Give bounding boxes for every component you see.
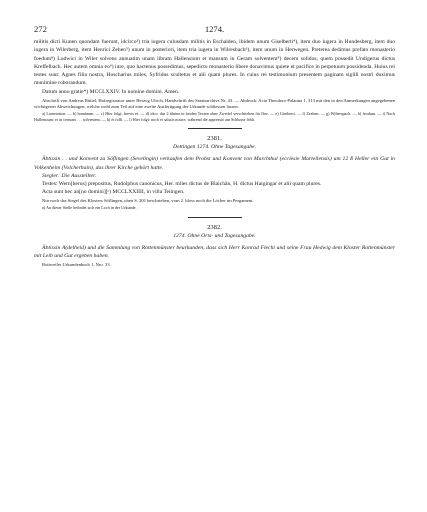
dating-clause: Datum anno gratie*) MCCLXXIV. In nomine domini. Amen. xyxy=(42,88,180,95)
charter-dateline: Dettingen 1274. Ohne Tagesangabe. xyxy=(172,144,257,151)
page-number: 272 xyxy=(34,24,47,34)
charter-text: militis dicti Kunen quondam fuerunt, idcirco³) tria iugera culusdam militis in Eschaldeo, ibidem unum Giselberti⁴), item duo iugera in Hundesberg, item duo iugera in Wilerberg, item Henrici Zehen⁵) unum in posteriori, item tria iugera in Wilresbach⁶), item unum in Herwegen. Preterea dedimus prefato monasterio foedum⁸) Ludwici in Wiler solvens annuatim unam libram Hallensium et mansum in Geram solventem⁸) decem solidos, quem possedit Undigerus dictus Kreffelbach. Hec autem omnia eo⁹) iure, quo hactenus possedimus, sepedicto monasterio libere donavimus quiete et pacifice in perpetuum possidenda. Huius rei testes sunt: Agnes filia nostra, Hoscharius miles, Syfridus scultetus et alii quam plures. In cuius rei testimonium presentem paginam sigilli nostri duximus munimine roborandum. xyxy=(34,39,395,87)
source-note: Nur noch das Siegel des Klosters Söflingen, oben S. 201 beschrieben, vom 2. bloss noch die Löcher im Pergament. xyxy=(42,198,254,204)
charter-number: 2382. xyxy=(207,223,222,231)
source-note: Abschrift von Andreas Rüttel, Hofregistrator unter Herzog Ulrich, Handschrift des Staatsarchivs Nr. 43. — Abdruck: Acta Theodoro-Palatina 1, 313 mit den in den Anmerkungen angegebenen wichtigeren Abweichungen, welche wohl zum Teil auf eine zweite Ausfertigung der Urkunde schliessen lassen. xyxy=(34,98,395,110)
charter-dateline: 1274. Ohne Orts- und Tagesangabe. xyxy=(173,232,256,239)
footnotes: a) An dieser Stelle befindet sich ein Loch in der Urkunde. xyxy=(42,204,137,210)
footnotes: a) Lauretation. — b) hominum. — c) Hier folgt: brevis et. — d) idco; das 2 äbrine in beiden Texten ohne Zweifel verschrieben für lbre. — e) Giseberti. — f) Zeehen. — g) Wilterspach. — h) feodum. — i) Nach Hallensium: et in censum . . . solventem. — k) et folli. — l) Hier folgt: noch et salutis nostre, während die appressio am Schlusse fehlt. xyxy=(34,110,395,122)
source-note: Rottweiler Urkundenbuch 1, Nro. 33. xyxy=(42,261,111,267)
charter-regest: Äbtissin . . und Konvent zu Söflingen (Sevelingin) verkaufen dem Probst und Konvent von Marchthal (ecclesie Martellensis) um 12 ß Heller ein Gut in Volkenheim (Volcherhain), das ihrer Kirche gehört hatte. xyxy=(34,156,395,171)
section-divider xyxy=(188,128,242,129)
dating-clause: Acta sunt hec an[no domini][ᵃ) MCCLXXIIII, in villa Teiingen. xyxy=(42,189,185,196)
running-year: 1274. xyxy=(204,24,225,34)
running-header xyxy=(34,24,395,36)
charter-number: 2381. xyxy=(207,135,222,143)
document-page xyxy=(34,24,395,268)
charter-regest: Äbtissin A(delheid) und die Sammlung von Rottenmünster beurkunden, dass sich Herr Konrad Flechi und seine Frau Hedwig dem Kloster Rottenmünster mit Leib und Gut ergeben haben. xyxy=(34,244,395,259)
section-divider xyxy=(188,217,242,218)
sealer-line: Siegler: Die Ausstellter. xyxy=(42,172,97,179)
witness-list: Testes: Wern[herus] prepositus, Rudolphus canonicus, Her. miles dictus de Blaichân, H. dictus Haigingar et alii quam plures. xyxy=(42,180,322,187)
